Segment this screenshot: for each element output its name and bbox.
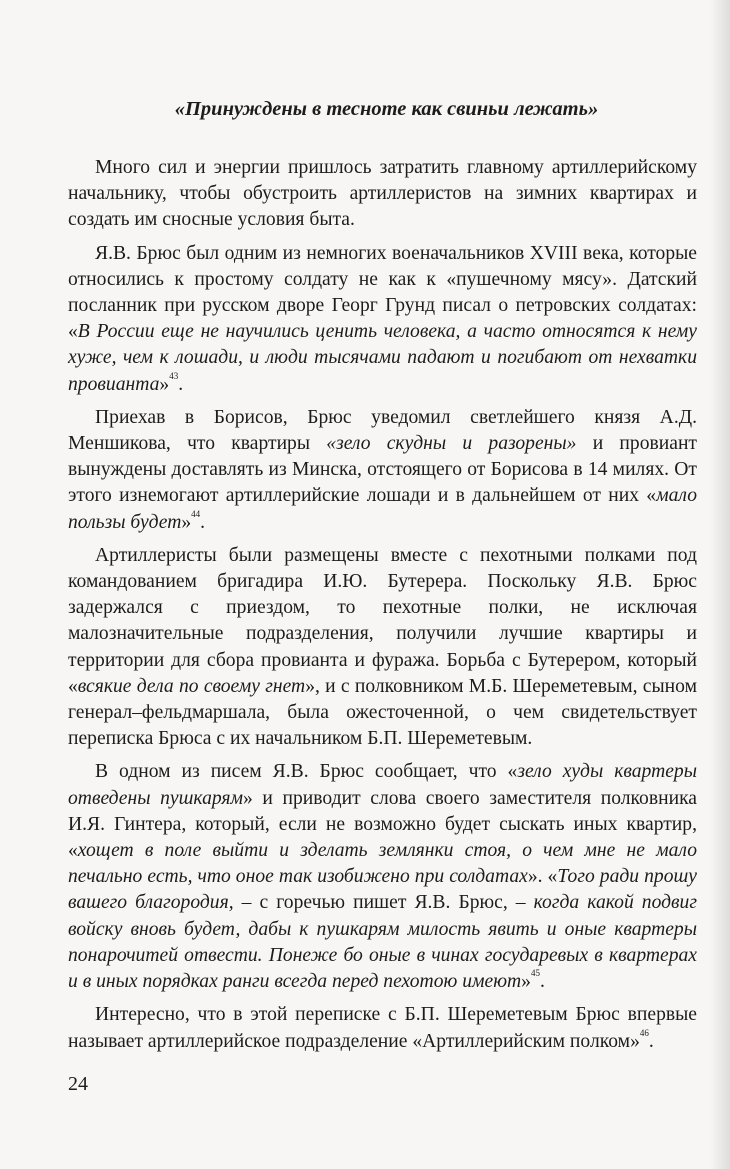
body-text: » xyxy=(181,511,192,533)
quote-text: Того ради прошу вашего благородия, xyxy=(68,866,698,914)
quote-text: мало пользы будет xyxy=(68,485,697,533)
paragraph xyxy=(68,543,697,753)
footnote-ref: 46 xyxy=(639,1027,649,1038)
body-text: . xyxy=(178,373,184,395)
paragraph xyxy=(68,405,697,536)
quote-text: когда какой подвиг войску вновь будет, дабы к пушкарям милость явить и оные квартеры понарочитей отвести. Понеже бо оные в чинах государевых в квартерах и в иных порядках ранги всегда перед пехотою имеют xyxy=(68,892,697,993)
quote-text: всякие дела по своему гнет xyxy=(77,675,306,697)
body-text: – с горечью пишет Я.В. Брюс, – xyxy=(233,892,534,914)
body-text: » xyxy=(159,373,170,395)
paragraph xyxy=(68,759,697,995)
footnote-ref: 45 xyxy=(530,968,540,979)
quote-text: зело худы квартеры отведены пушкарям xyxy=(68,761,697,809)
body-text: и провиант вынуждены доставлять из Минска, отстоящего от Борисова в 14 милях. От этого изнемогают артиллерийские лошади и в дальнейшем от них « xyxy=(68,433,697,507)
body-text: . xyxy=(648,1030,654,1052)
body-text: Интересно, что в этой переписке с Б.П. Шереметевым Брюс впервые называет артиллерийское подразделение «Артиллерийским полком» xyxy=(68,1004,697,1052)
body-text: . xyxy=(200,511,206,533)
body-text: ». « xyxy=(527,866,558,888)
page-edge-shadow xyxy=(710,0,730,1169)
quote-text: «зело скудны и разорены» xyxy=(326,433,577,455)
paragraph-list xyxy=(68,155,697,1055)
body-text: » xyxy=(521,971,531,993)
paragraph xyxy=(68,155,697,234)
page-body xyxy=(68,96,697,1062)
body-text: Приехав в Борисов, Брюс уведомил светлейшего князя А.Д. Меншикова, что квартиры xyxy=(68,406,697,455)
body-text: Я.В. Брюс был одним из немногих военачальников XVIII века, которые относились к простому солдату не как к «пушечному мясу». Датский посланник при русском дворе Георг Грунд писал о петровских солдатах: « xyxy=(68,242,697,343)
body-text: В одном из писем Я.В. Брюс сообщает, что « xyxy=(95,761,518,783)
quote-text: хощет в поле выйти и зделать землянки стоя, о чем мне не мало печально есть, что оное так изобижено при солдатах xyxy=(68,840,697,888)
body-text: . xyxy=(539,971,545,993)
body-text: Много сил и энергии пришлось затратить главному артиллерийскому начальнику, чтобы обустроить артиллеристов на зимних квартирах и создать им сносные условия быта. xyxy=(68,157,697,231)
page-title: «Принуждены в тесноте как свиньи лежать» xyxy=(174,98,599,120)
page-number: 24 xyxy=(68,1073,88,1095)
footnote-ref: 43 xyxy=(169,370,179,381)
paragraph xyxy=(68,1002,697,1054)
quote-text: В России еще не научились ценить человека, а часто относятся к нему хуже, чем к лошади, и люди тысячами падают и погибают от нехватки провианта xyxy=(68,321,697,395)
body-text: » и приводит слова своего заместителя полковника И.Я. Гинтера, который, если не возможно будет сыскать иных квартир, « xyxy=(68,787,697,862)
body-text: Артиллеристы были размещены вместе с пехотными полками под командованием бригадира И.Ю. Бутерера. Поскольку Я.В. Брюс задержался с приездом, то пехотные полки, не исключая малозначительные подразделения, получили лучшие квартиры и территории для сбора провианта и фуража. Борьба с Бутерером, который « xyxy=(68,544,697,697)
paragraph xyxy=(68,241,697,398)
body-text: », и с полковником М.Б. Шереметевым, сыном генерал–фельдмаршала, была ожесточенной, о чем свидетельствует переписка Брюса с их начальником Б.П. Шереметевым. xyxy=(68,675,697,750)
footnote-ref: 44 xyxy=(191,508,201,519)
